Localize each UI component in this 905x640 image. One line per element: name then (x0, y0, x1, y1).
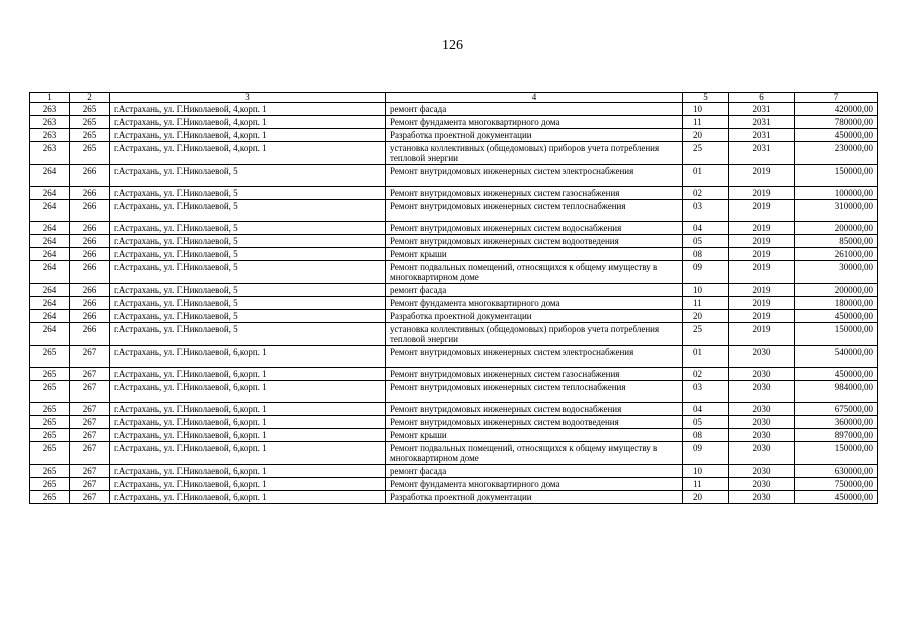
row-number: 264 (30, 248, 70, 261)
cost-cell: 675000,00 (795, 403, 878, 416)
year-cell: 2019 (729, 310, 795, 323)
address-cell: г.Астрахань, ул. Г.Николаевой, 5 (110, 187, 386, 200)
year-cell: 2030 (729, 403, 795, 416)
row-number: 265 (30, 381, 70, 403)
work-code-cell: 01 (683, 165, 729, 187)
cost-cell: 984000,00 (795, 381, 878, 403)
year-cell: 2019 (729, 235, 795, 248)
house-number: 267 (70, 465, 110, 478)
work-code-cell: 10 (683, 284, 729, 297)
house-number: 266 (70, 222, 110, 235)
work-code-cell: 04 (683, 403, 729, 416)
table-row (30, 465, 878, 478)
works-table (29, 92, 878, 504)
table-row (30, 310, 878, 323)
address-cell: г.Астрахань, ул. Г.Николаевой, 4,корп. 1 (110, 116, 386, 129)
work-type-cell: Разработка проектной документации (386, 129, 683, 142)
work-code-cell: 04 (683, 222, 729, 235)
work-code-cell: 11 (683, 478, 729, 491)
header-col-1: 1 (30, 93, 70, 103)
work-code-cell: 25 (683, 142, 729, 165)
table-row (30, 381, 878, 403)
row-number: 264 (30, 165, 70, 187)
work-type-cell: ремонт фасада (386, 465, 683, 478)
house-number: 265 (70, 116, 110, 129)
cost-cell: 420000,00 (795, 103, 878, 116)
row-number: 265 (30, 478, 70, 491)
address-cell: г.Астрахань, ул. Г.Николаевой, 6,корп. 1 (110, 429, 386, 442)
cost-cell: 450000,00 (795, 368, 878, 381)
table-header-row (30, 93, 878, 103)
year-cell: 2019 (729, 284, 795, 297)
house-number: 266 (70, 310, 110, 323)
work-type-cell: Разработка проектной документации (386, 310, 683, 323)
address-cell: г.Астрахань, ул. Г.Николаевой, 6,корп. 1 (110, 478, 386, 491)
address-cell: г.Астрахань, ул. Г.Николаевой, 6,корп. 1 (110, 465, 386, 478)
table-body (30, 103, 878, 504)
address-cell: г.Астрахань, ул. Г.Николаевой, 6,корп. 1 (110, 442, 386, 465)
house-number: 266 (70, 200, 110, 222)
year-cell: 2019 (729, 187, 795, 200)
row-number: 264 (30, 323, 70, 346)
year-cell: 2019 (729, 248, 795, 261)
table-row (30, 116, 878, 129)
work-code-cell: 20 (683, 491, 729, 504)
table-row (30, 187, 878, 200)
work-code-cell: 03 (683, 200, 729, 222)
work-type-cell: Ремонт внутридомовых инженерных систем теплоснабжения (386, 381, 683, 403)
house-number: 266 (70, 323, 110, 346)
address-cell: г.Астрахань, ул. Г.Николаевой, 5 (110, 323, 386, 346)
work-type-cell: ремонт фасада (386, 103, 683, 116)
work-code-cell: 20 (683, 310, 729, 323)
work-code-cell: 10 (683, 465, 729, 478)
table-row (30, 323, 878, 346)
row-number: 264 (30, 297, 70, 310)
work-type-cell: Ремонт внутридомовых инженерных систем теплоснабжения (386, 200, 683, 222)
house-number: 266 (70, 165, 110, 187)
year-cell: 2031 (729, 129, 795, 142)
house-number: 266 (70, 235, 110, 248)
table-row (30, 222, 878, 235)
year-cell: 2031 (729, 142, 795, 165)
work-code-cell: 05 (683, 416, 729, 429)
house-number: 266 (70, 248, 110, 261)
work-code-cell: 08 (683, 429, 729, 442)
cost-cell: 780000,00 (795, 116, 878, 129)
header-col-2: 2 (70, 93, 110, 103)
row-number: 264 (30, 284, 70, 297)
year-cell: 2030 (729, 429, 795, 442)
year-cell: 2019 (729, 200, 795, 222)
year-cell: 2019 (729, 297, 795, 310)
address-cell: г.Астрахань, ул. Г.Николаевой, 6,корп. 1 (110, 403, 386, 416)
header-col-3: 3 (110, 93, 386, 103)
work-type-cell: Разработка проектной документации (386, 491, 683, 504)
work-code-cell: 09 (683, 442, 729, 465)
address-cell: г.Астрахань, ул. Г.Николаевой, 5 (110, 297, 386, 310)
work-code-cell: 09 (683, 261, 729, 284)
address-cell: г.Астрахань, ул. Г.Николаевой, 6,корп. 1 (110, 368, 386, 381)
work-code-cell: 02 (683, 368, 729, 381)
row-number: 264 (30, 261, 70, 284)
table-row (30, 248, 878, 261)
address-cell: г.Астрахань, ул. Г.Николаевой, 6,корп. 1 (110, 416, 386, 429)
work-code-cell: 05 (683, 235, 729, 248)
work-type-cell: Ремонт крыши (386, 429, 683, 442)
work-code-cell: 02 (683, 187, 729, 200)
cost-cell: 897000,00 (795, 429, 878, 442)
year-cell: 2030 (729, 491, 795, 504)
row-number: 265 (30, 491, 70, 504)
row-number: 265 (30, 429, 70, 442)
work-code-cell: 10 (683, 103, 729, 116)
year-cell: 2019 (729, 261, 795, 284)
year-cell: 2019 (729, 323, 795, 346)
table-row (30, 103, 878, 116)
cost-cell: 200000,00 (795, 222, 878, 235)
address-cell: г.Астрахань, ул. Г.Николаевой, 5 (110, 165, 386, 187)
row-number: 264 (30, 235, 70, 248)
work-type-cell: Ремонт внутридомовых инженерных систем электроснабжения (386, 346, 683, 368)
row-number: 264 (30, 310, 70, 323)
work-type-cell: Ремонт внутридомовых инженерных систем водоотведения (386, 235, 683, 248)
house-number: 267 (70, 442, 110, 465)
row-number: 264 (30, 200, 70, 222)
work-type-cell: Ремонт внутридомовых инженерных систем водоснабжения (386, 222, 683, 235)
address-cell: г.Астрахань, ул. Г.Николаевой, 5 (110, 235, 386, 248)
work-type-cell: Ремонт фундамента многоквартирного дома (386, 116, 683, 129)
year-cell: 2030 (729, 381, 795, 403)
year-cell: 2030 (729, 478, 795, 491)
row-number: 263 (30, 129, 70, 142)
house-number: 267 (70, 491, 110, 504)
table-row (30, 346, 878, 368)
work-code-cell: 01 (683, 346, 729, 368)
address-cell: г.Астрахань, ул. Г.Николаевой, 4,корп. 1 (110, 129, 386, 142)
house-number: 266 (70, 297, 110, 310)
year-cell: 2031 (729, 103, 795, 116)
row-number: 265 (30, 416, 70, 429)
table-row (30, 129, 878, 142)
work-type-cell: Ремонт внутридомовых инженерных систем водоснабжения (386, 403, 683, 416)
cost-cell: 261000,00 (795, 248, 878, 261)
house-number: 265 (70, 129, 110, 142)
address-cell: г.Астрахань, ул. Г.Николаевой, 5 (110, 222, 386, 235)
cost-cell: 750000,00 (795, 478, 878, 491)
table-row (30, 491, 878, 504)
row-number: 263 (30, 103, 70, 116)
row-number: 263 (30, 142, 70, 165)
cost-cell: 180000,00 (795, 297, 878, 310)
house-number: 265 (70, 142, 110, 165)
work-type-cell: установка коллективных (общедомовых) приборов учета потребления тепловой энергии (386, 323, 683, 346)
house-number: 267 (70, 346, 110, 368)
house-number: 267 (70, 478, 110, 491)
header-col-7: 7 (795, 93, 878, 103)
cost-cell: 85000,00 (795, 235, 878, 248)
address-cell: г.Астрахань, ул. Г.Николаевой, 5 (110, 200, 386, 222)
house-number: 267 (70, 429, 110, 442)
work-code-cell: 11 (683, 297, 729, 310)
address-cell: г.Астрахань, ул. Г.Николаевой, 6,корп. 1 (110, 491, 386, 504)
table-row (30, 200, 878, 222)
address-cell: г.Астрахань, ул. Г.Николаевой, 5 (110, 284, 386, 297)
header-col-5: 5 (683, 93, 729, 103)
year-cell: 2030 (729, 465, 795, 478)
work-type-cell: Ремонт подвальных помещений, относящихся к общему имуществу в многоквартирном доме (386, 442, 683, 465)
table-row (30, 416, 878, 429)
address-cell: г.Астрахань, ул. Г.Николаевой, 6,корп. 1 (110, 346, 386, 368)
house-number: 266 (70, 284, 110, 297)
work-code-cell: 03 (683, 381, 729, 403)
work-code-cell: 11 (683, 116, 729, 129)
cost-cell: 30000,00 (795, 261, 878, 284)
table-row (30, 165, 878, 187)
address-cell: г.Астрахань, ул. Г.Николаевой, 5 (110, 310, 386, 323)
work-type-cell: Ремонт крыши (386, 248, 683, 261)
address-cell: г.Астрахань, ул. Г.Николаевой, 5 (110, 261, 386, 284)
work-code-cell: 20 (683, 129, 729, 142)
row-number: 264 (30, 222, 70, 235)
table-row (30, 235, 878, 248)
house-number: 267 (70, 368, 110, 381)
work-type-cell: Ремонт подвальных помещений, относящихся к общему имуществу в многоквартирном доме (386, 261, 683, 284)
cost-cell: 450000,00 (795, 129, 878, 142)
table-row (30, 442, 878, 465)
cost-cell: 150000,00 (795, 442, 878, 465)
address-cell: г.Астрахань, ул. Г.Николаевой, 5 (110, 248, 386, 261)
address-cell: г.Астрахань, ул. Г.Николаевой, 4,корп. 1 (110, 142, 386, 165)
work-type-cell: Ремонт внутридомовых инженерных систем электроснабжения (386, 165, 683, 187)
year-cell: 2019 (729, 165, 795, 187)
row-number: 265 (30, 442, 70, 465)
work-type-cell: Ремонт фундамента многоквартирного дома (386, 297, 683, 310)
house-number: 267 (70, 381, 110, 403)
house-number: 265 (70, 103, 110, 116)
table-row (30, 142, 878, 165)
work-type-cell: Ремонт внутридомовых инженерных систем газоснабжения (386, 368, 683, 381)
address-cell: г.Астрахань, ул. Г.Николаевой, 4,корп. 1 (110, 103, 386, 116)
address-cell: г.Астрахань, ул. Г.Николаевой, 6,корп. 1 (110, 381, 386, 403)
row-number: 265 (30, 346, 70, 368)
work-code-cell: 08 (683, 248, 729, 261)
table-row (30, 478, 878, 491)
row-number: 265 (30, 465, 70, 478)
cost-cell: 360000,00 (795, 416, 878, 429)
house-number: 267 (70, 416, 110, 429)
cost-cell: 100000,00 (795, 187, 878, 200)
table-row (30, 297, 878, 310)
page-number: 126 (442, 38, 463, 53)
header-col-4: 4 (386, 93, 683, 103)
cost-cell: 230000,00 (795, 142, 878, 165)
table-row (30, 261, 878, 284)
year-cell: 2030 (729, 368, 795, 381)
year-cell: 2030 (729, 346, 795, 368)
cost-cell: 540000,00 (795, 346, 878, 368)
table-row (30, 403, 878, 416)
year-cell: 2031 (729, 116, 795, 129)
table-row (30, 429, 878, 442)
house-number: 266 (70, 261, 110, 284)
cost-cell: 150000,00 (795, 323, 878, 346)
cost-cell: 200000,00 (795, 284, 878, 297)
house-number: 266 (70, 187, 110, 200)
year-cell: 2019 (729, 222, 795, 235)
cost-cell: 150000,00 (795, 165, 878, 187)
row-number: 265 (30, 403, 70, 416)
cost-cell: 630000,00 (795, 465, 878, 478)
work-code-cell: 25 (683, 323, 729, 346)
work-type-cell: ремонт фасада (386, 284, 683, 297)
work-type-cell: Ремонт внутридомовых инженерных систем водоотведения (386, 416, 683, 429)
cost-cell: 450000,00 (795, 491, 878, 504)
header-col-6: 6 (729, 93, 795, 103)
cost-cell: 450000,00 (795, 310, 878, 323)
house-number: 267 (70, 403, 110, 416)
cost-cell: 310000,00 (795, 200, 878, 222)
work-type-cell: Ремонт фундамента многоквартирного дома (386, 478, 683, 491)
year-cell: 2030 (729, 442, 795, 465)
work-type-cell: Ремонт внутридомовых инженерных систем газоснабжения (386, 187, 683, 200)
row-number: 265 (30, 368, 70, 381)
row-number: 264 (30, 187, 70, 200)
year-cell: 2030 (729, 416, 795, 429)
table-row (30, 284, 878, 297)
work-type-cell: установка коллективных (общедомовых) приборов учета потребления тепловой энергии (386, 142, 683, 165)
table-row (30, 368, 878, 381)
row-number: 263 (30, 116, 70, 129)
